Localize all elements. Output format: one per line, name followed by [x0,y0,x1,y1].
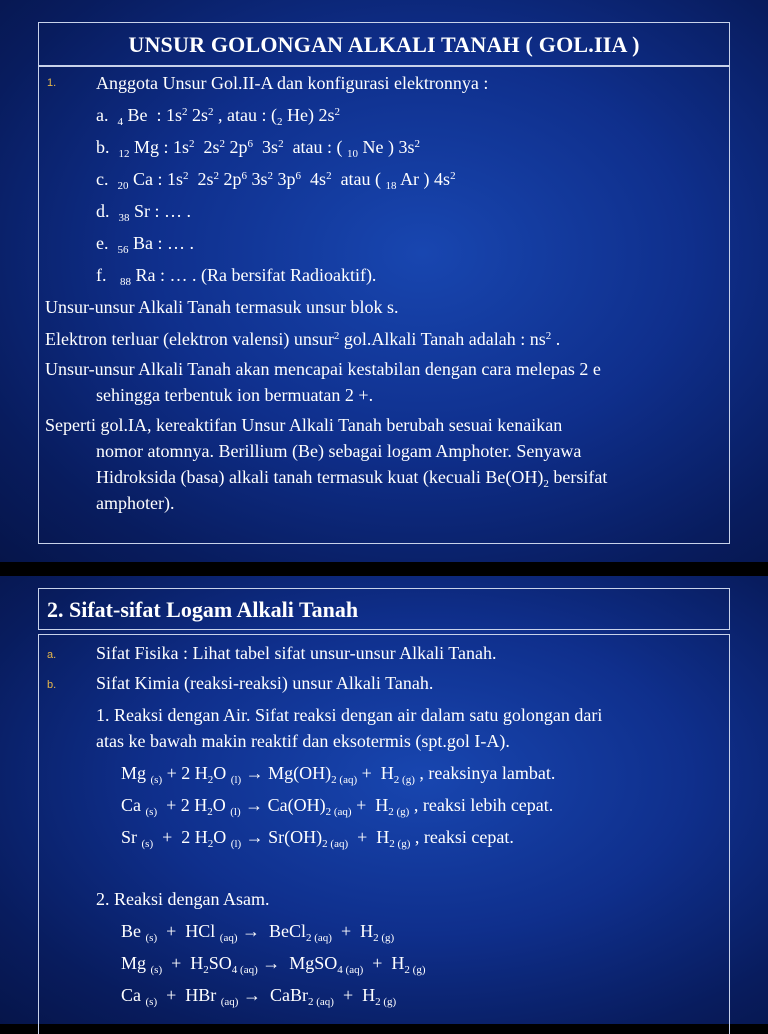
stability-text-1: Unsur-unsur Alkali Tanah akan mencapai kestabilan dengan cara melepas 2 e [45,359,601,379]
slide-2 [0,576,768,1024]
water-reaction-desc: atas ke bawah makin reaktif dan eksotermis (spt.gol I-A). [96,731,510,751]
slide-1-title: UNSUR GOLONGAN ALKALI TANAH ( GOL.IIA ) [38,22,730,66]
slide-2-content [38,634,730,1034]
bullet-number: 1. [47,77,57,89]
config-ba: e. $_{56}$ Ba : … . [96,233,194,256]
reactivity-text-4: amphoter). [96,493,175,513]
config-be: a. $_4$ Be : $1s^2$ $2s^2$ , atau : ($_2$ He) $2s^2$ [96,105,341,128]
config-mg: b. $_{12}$ Mg : $1s^2$ $2s^2$ $2p^6$ $3s^2$ atau : ( $_{10}$ Ne ) $3s^2$ [96,137,421,160]
equation-be-acid: Be $_{(s)}$ + HCl $_{(aq)}$ → BeCl$_{2 (aq)}$ + $H_{2 (g)}$ [121,921,395,944]
equation-mg-acid: Mg $_{(s)} + H_2SO_{4 (aq)}$ → MgSO$_{4 (aq)}$ + $H_{2 (g)}$ [121,953,426,976]
physical-properties: Sifat Fisika : Lihat tabel sifat unsur-unsur Alkali Tanah. [96,643,497,663]
slide-2-title: 2. Sifat-sifat Logam Alkali Tanah [38,588,730,630]
equation-ca-acid: Ca $_{(s)}$ + HBr $_{(aq)}$ → CaBr$_{2 (aq)}$ + $H_{2 (g)}$ [121,985,397,1008]
valence-text: Elektron terluar (elektron valensi) unsur$^2$ gol.Alkali Tanah adalah : $ns^2$ . [45,329,561,349]
config-sr: d. $_{38}$ Sr : … . [96,201,192,224]
equation-sr-water: Sr $_{(s)}$ + 2 $H_2O$ $_{(l)} \to Sr(OH)_{2 (aq)} + H_{2 (g)}$ , reaksi cepat. [121,827,514,850]
reactivity-text-3: Hidroksida (basa) alkali tanah termasuk kuat (kecuali $Be(OH)_2$ bersifat [96,467,608,490]
slide-1-content [38,66,730,544]
bullet-a: a. [47,649,57,661]
water-reaction-title: 1. Reaksi dengan Air. Sifat reaksi dengan air dalam satu golongan dari [96,705,603,725]
reactivity-text-2: nomor atomnya. Berillium (Be) sebagai logam Amphoter. Senyawa [96,441,582,461]
config-ca: c. $_{20}$ Ca : $1s^2$ $2s^2$ $2p^6$ $3s^2$ $3p^6$ $4s^2$ atau ( $_{18}$ Ar ) $4s^2$ [96,169,456,192]
equation-ca-water: Ca $_{(s)}$ + 2 $H_2O$ $_{(l)} \to Ca(OH)_{2 (aq)} + H_{2 (g)}$ , reaksi lebih cepat. [121,795,554,818]
reactivity-text-1: Seperti gol.IA, kereaktifan Unsur Alkali Tanah berubah sesuai kenaikan [45,415,563,435]
config-ra: f. $_{88}$ Ra : … . (Ra bersifat Radioaktif). [96,265,377,288]
equation-mg-water: Mg $_{(s)}$ + 2 $H_2O$ $_{(l)} \to Mg(OH)_{2 (aq)} + H_{2 (g)}$ , reaksinya lambat. [121,763,556,786]
chemical-properties: Sifat Kimia (reaksi-reaksi) unsur Alkali Tanah. [96,673,434,693]
acid-reaction-title: 2. Reaksi dengan Asam. [96,889,270,909]
block-s-text: Unsur-unsur Alkali Tanah termasuk unsur blok s. [45,297,399,317]
intro-line: Anggota Unsur Gol.II-A dan konfigurasi elektronnya : [96,73,489,93]
bullet-b: b. [47,679,57,691]
stability-text-2: sehingga terbentuk ion bermuatan 2 +. [96,385,374,405]
